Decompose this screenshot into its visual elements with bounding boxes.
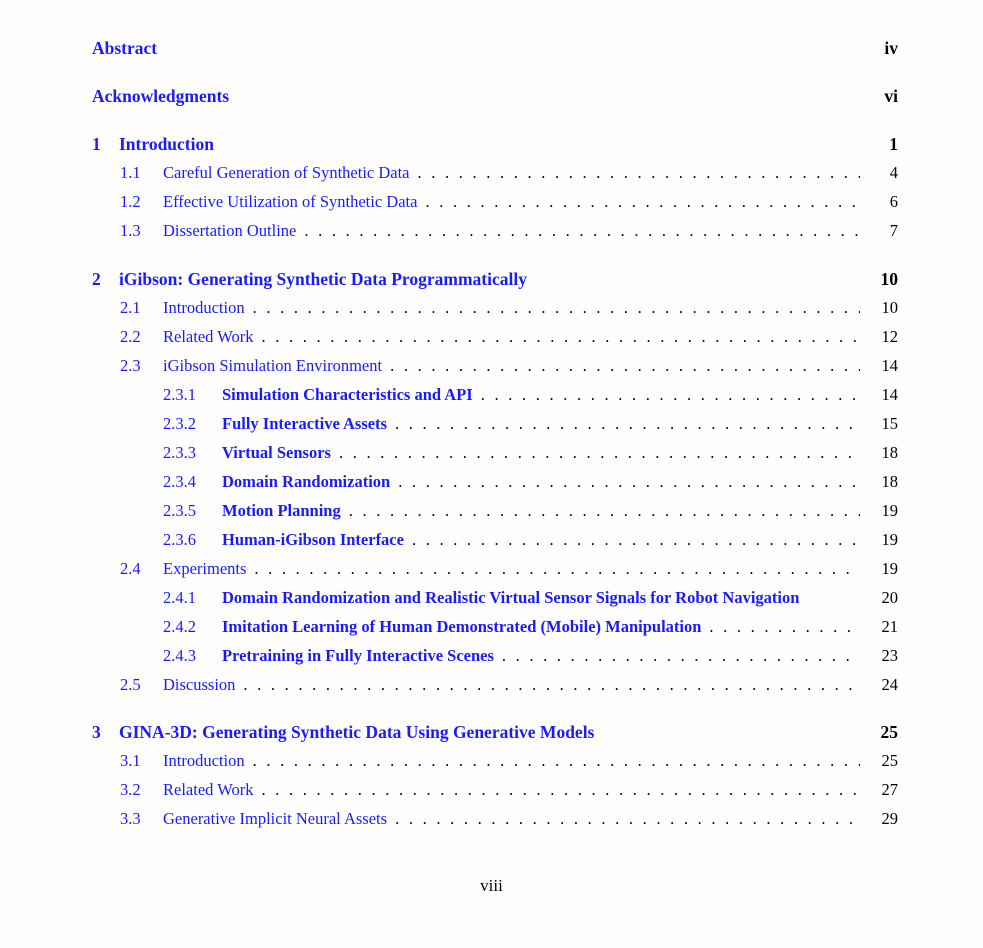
- dot-leader: [395, 809, 860, 829]
- chapter-number: 1: [92, 134, 101, 154]
- toc-page-number: iv: [884, 38, 898, 58]
- toc-page-number: 19: [881, 559, 898, 578]
- toc-link-acknowledgments[interactable]: Acknowledgments: [92, 86, 230, 106]
- subsection-number: 2.3.6: [163, 530, 196, 549]
- section-title[interactable]: Dissertation Outline: [163, 221, 297, 240]
- section-title[interactable]: Related Work: [163, 780, 254, 799]
- subsection-number: 2.3.5: [163, 501, 196, 520]
- section-number: 2.3: [120, 356, 141, 375]
- toc-page-number: 27: [881, 780, 898, 799]
- section-title[interactable]: Related Work: [163, 327, 254, 346]
- section-title[interactable]: Careful Generation of Synthetic Data: [163, 163, 410, 182]
- toc-page-number: 15: [881, 414, 898, 433]
- section-number: 2.2: [120, 327, 141, 346]
- subsection-number: 2.3.3: [163, 443, 196, 462]
- toc-section-1-1[interactable]: [92, 163, 898, 187]
- subsection-number: 2.3.4: [163, 472, 196, 491]
- toc-page-number: 14: [881, 356, 898, 375]
- dot-leader: [481, 385, 860, 405]
- section-number: 3.1: [120, 751, 141, 770]
- chapter-number: 3: [92, 722, 101, 742]
- subsection-title[interactable]: Virtual Sensors: [222, 443, 331, 462]
- toc-page-number: 14: [881, 385, 898, 404]
- section-title[interactable]: iGibson Simulation Environment: [163, 356, 383, 375]
- chapter-title[interactable]: Introduction: [119, 134, 214, 154]
- toc-section-2-1[interactable]: [92, 298, 898, 322]
- chapter-title[interactable]: GINA-3D: Generating Synthetic Data Using Generative Models: [119, 722, 595, 742]
- toc-page-number: 18: [881, 443, 898, 462]
- dot-leader: [390, 356, 860, 376]
- section-title[interactable]: Introduction: [163, 751, 245, 770]
- toc-section-2-2[interactable]: [92, 327, 898, 351]
- dot-leader: [425, 192, 860, 212]
- toc-page-number: 25: [881, 751, 898, 770]
- toc-link-abstract[interactable]: Abstract: [92, 38, 158, 58]
- subsection-title[interactable]: Pretraining in Fully Interactive Scenes: [222, 646, 494, 665]
- section-title[interactable]: Generative Implicit Neural Assets: [163, 809, 388, 828]
- toc-section-2-4[interactable]: [92, 559, 898, 583]
- section-number: 2.1: [120, 298, 141, 317]
- toc-page-number: 19: [881, 530, 898, 549]
- toc-entry-abstract[interactable]: [92, 38, 898, 62]
- toc-subsection-2-3-5[interactable]: [92, 501, 898, 525]
- toc-section-3-2[interactable]: [92, 780, 898, 804]
- section-title[interactable]: Introduction: [163, 298, 245, 317]
- toc-subsection-2-3-4[interactable]: [92, 472, 898, 496]
- toc-page-number: 29: [881, 809, 898, 828]
- toc-page-number: 19: [881, 501, 898, 520]
- subsection-number: 2.4.1: [163, 588, 196, 607]
- toc-page-number: vi: [884, 86, 898, 106]
- subsection-title[interactable]: Simulation Characteristics and API: [222, 385, 473, 404]
- toc-page-number: 4: [889, 163, 898, 182]
- toc-page-number: 12: [881, 327, 898, 346]
- section-title[interactable]: Effective Utilization of Synthetic Data: [163, 192, 418, 211]
- section-title[interactable]: Discussion: [163, 675, 236, 694]
- toc-subsection-2-4-2[interactable]: [92, 617, 898, 641]
- toc-subsection-2-4-1[interactable]: [92, 588, 898, 612]
- dot-leader: [502, 646, 860, 666]
- dot-leader: [261, 780, 860, 800]
- subsection-number: 2.3.1: [163, 385, 196, 404]
- dot-leader: [412, 530, 860, 550]
- section-number: 3.2: [120, 780, 141, 799]
- dot-leader: [243, 675, 860, 695]
- toc-chapter-1[interactable]: [92, 134, 898, 158]
- toc-chapter-2[interactable]: [92, 269, 898, 293]
- dot-leader: [254, 559, 860, 579]
- dot-leader: [349, 501, 860, 521]
- dot-leader: [709, 617, 860, 637]
- toc-section-3-3[interactable]: [92, 809, 898, 833]
- toc-section-1-2[interactable]: [92, 192, 898, 216]
- section-number: 1.2: [120, 192, 141, 211]
- section-number: 2.4: [120, 559, 141, 578]
- toc-subsection-2-3-1[interactable]: [92, 385, 898, 409]
- subsection-title[interactable]: Fully Interactive Assets: [222, 414, 387, 433]
- toc-section-3-1[interactable]: [92, 751, 898, 775]
- dot-leader: [261, 327, 860, 347]
- toc-page-number: 7: [889, 221, 898, 240]
- subsection-title[interactable]: Domain Randomization and Realistic Virtual Sensor Signals for Robot Navigation: [222, 588, 800, 607]
- toc-page-number: 10: [881, 298, 898, 317]
- toc-page-number: 10: [880, 269, 898, 289]
- section-number: 1.1: [120, 163, 141, 182]
- chapter-title[interactable]: iGibson: Generating Synthetic Data Programmatically: [119, 269, 527, 289]
- dot-leader: [253, 751, 860, 771]
- dot-leader: [253, 298, 860, 318]
- toc-page-number: 6: [889, 192, 898, 211]
- toc-section-1-3[interactable]: [92, 221, 898, 245]
- dot-leader: [339, 443, 860, 463]
- dot-leader: [304, 221, 860, 241]
- subsection-title[interactable]: Motion Planning: [222, 501, 341, 520]
- subsection-title[interactable]: Human-iGibson Interface: [222, 530, 404, 549]
- dot-leader: [418, 163, 861, 183]
- subsection-number: 2.4.2: [163, 617, 196, 636]
- toc-page-number: 21: [881, 617, 898, 636]
- toc-subsection-2-3-2[interactable]: [92, 414, 898, 438]
- subsection-number: 2.4.3: [163, 646, 196, 665]
- chapter-number: 2: [92, 269, 101, 289]
- dot-leader: [398, 472, 860, 492]
- section-number: 3.3: [120, 809, 141, 828]
- subsection-title[interactable]: Imitation Learning of Human Demonstrated (Mobile) Manipulation: [222, 617, 702, 636]
- section-number: 2.5: [120, 675, 141, 694]
- page-number-footer: viii: [480, 876, 503, 895]
- toc-page-number: 25: [880, 722, 898, 742]
- toc-entry-acknowledgments[interactable]: [92, 86, 898, 110]
- section-number: 1.3: [120, 221, 141, 240]
- toc-subsection-2-4-3[interactable]: [92, 646, 898, 670]
- section-title[interactable]: Experiments: [163, 559, 247, 578]
- toc-chapter-3[interactable]: [92, 722, 898, 746]
- toc-page-number: 24: [881, 675, 898, 694]
- toc-subsection-2-3-6[interactable]: [92, 530, 898, 554]
- toc-subsection-2-3-3[interactable]: [92, 443, 898, 467]
- toc-page-number: 23: [881, 646, 898, 665]
- toc-section-2-5[interactable]: [92, 675, 898, 699]
- subsection-title[interactable]: Domain Randomization: [222, 472, 391, 491]
- toc-section-2-3[interactable]: [92, 356, 898, 380]
- toc-page-number: 20: [881, 588, 898, 607]
- subsection-number: 2.3.2: [163, 414, 196, 433]
- toc-page-number: 1: [889, 134, 898, 154]
- toc-page-number: 18: [881, 472, 898, 491]
- dot-leader: [395, 414, 860, 434]
